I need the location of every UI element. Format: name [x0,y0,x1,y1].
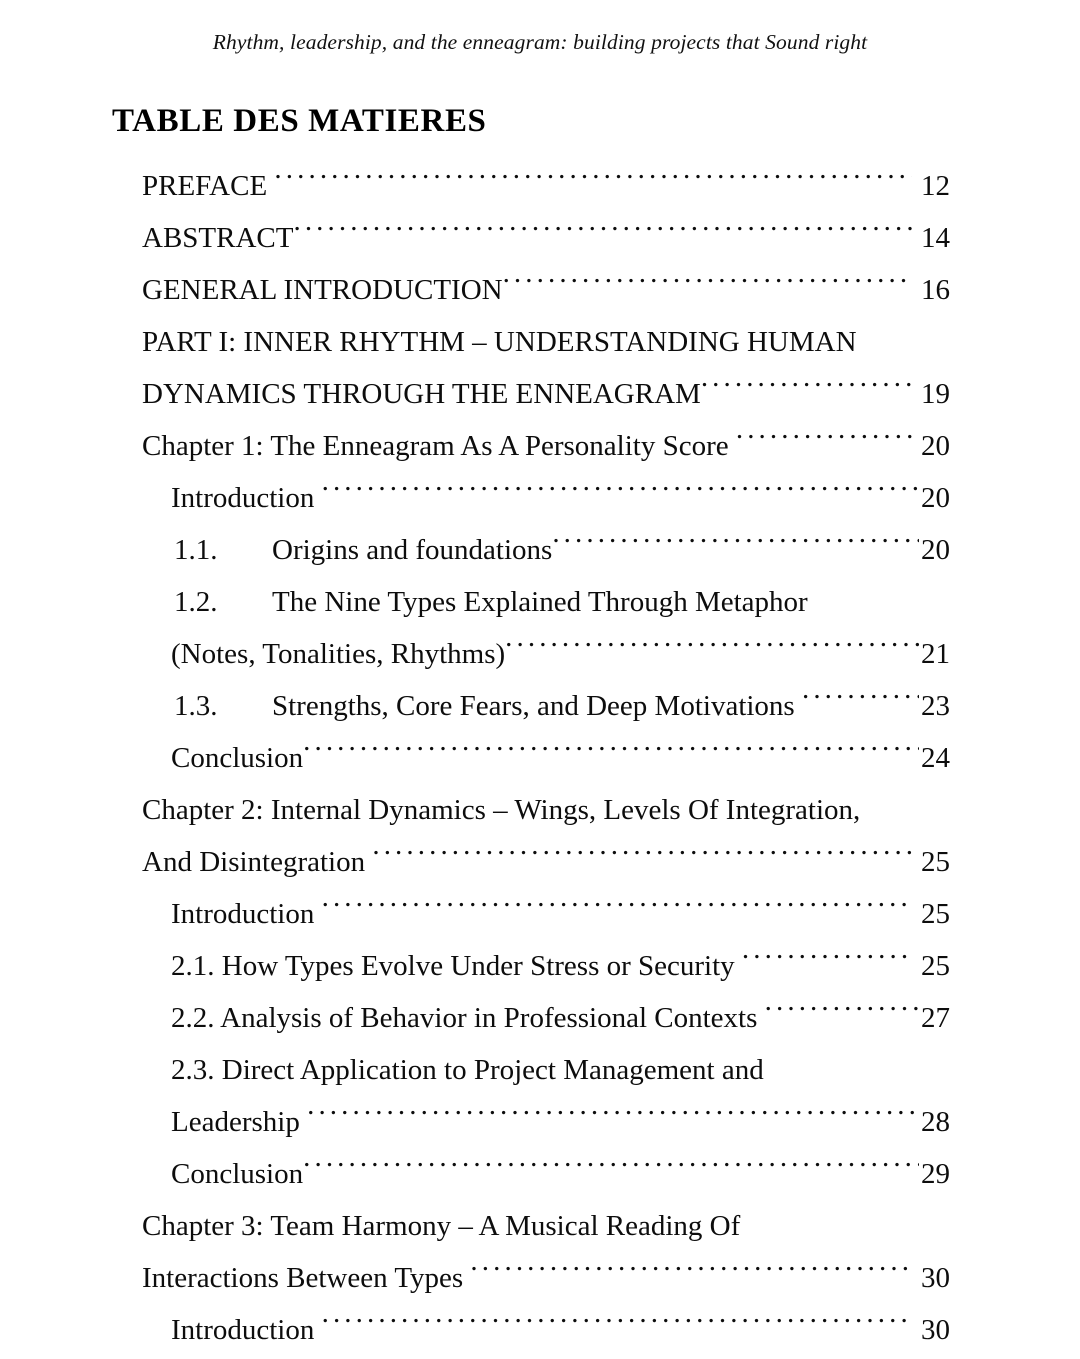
toc-entry[interactable] [0,524,1080,576]
toc-entry-label: PREFACE [142,170,275,202]
toc-entry[interactable] [0,1252,1080,1304]
toc-entry-number: 1.1. [174,534,218,566]
dot-leader [303,738,919,767]
page-title: TABLE DES MATIERES [112,103,487,139]
toc-entry-label: The Nine Types Explained Through Metaphor [272,586,808,618]
toc-entry[interactable] [0,212,1080,264]
toc-entry[interactable] [0,784,1080,836]
toc-entry[interactable] [0,1304,1080,1356]
toc-page-number: 20 [921,534,950,566]
toc-entry-label: 2.1. How Types Evolve Under Stress or Security [171,950,742,982]
toc-entry-label: Chapter 1: The Enneagram As A Personality Score [142,430,736,462]
toc-entry[interactable] [0,1044,1080,1096]
toc-entry-label: (Notes, Tonalities, Rhythms) [171,638,506,670]
toc-entry-label: GENERAL INTRODUCTION [142,274,503,306]
toc-entry[interactable] [0,680,1080,732]
toc-entry[interactable] [0,160,1080,212]
toc-entry-label: Origins and foundations [272,534,553,566]
dot-leader [322,1310,912,1339]
dot-leader [552,530,919,559]
toc-entry[interactable] [0,264,1080,316]
toc-entry[interactable] [0,628,1080,680]
toc-entry-label: Chapter 3: Team Harmony – A Musical Reading Of [142,1210,741,1242]
dot-leader [802,686,919,715]
toc-entry[interactable] [0,1200,1080,1252]
toc-page-number: 21 [921,638,950,670]
toc-page-number: 12 [913,170,950,202]
toc-entry-label: Conclusion [171,742,304,774]
dot-leader [322,478,919,507]
toc-entry-label: And Disintegration [142,846,373,878]
toc-entry[interactable] [0,576,1080,628]
running-head: Rhythm, leadership, and the enneagram: building projects that Sound right [212,30,868,54]
dot-leader [742,946,912,975]
toc-entry[interactable] [0,992,1080,1044]
toc-entry-number: 1.3. [174,690,218,722]
toc-page-number: 30 [913,1262,950,1294]
dot-leader [503,270,912,299]
toc-entry[interactable] [0,368,1080,420]
toc-entry-label: Conclusion [171,1158,304,1190]
toc-entry[interactable] [0,420,1080,472]
toc-entry[interactable] [0,836,1080,888]
toc-page-number: 23 [921,690,950,722]
toc-page-number: 28 [921,1106,950,1138]
dot-leader [322,894,912,923]
dot-leader [470,1258,911,1287]
toc-entry[interactable] [0,316,1080,368]
toc-entry-label: Interactions Between Types [142,1262,471,1294]
toc-entry-label: Introduction [171,1314,322,1346]
toc-page-number: 20 [913,430,950,462]
toc-entry-number: 1.2. [174,586,218,618]
toc-entry-label: Chapter 2: Internal Dynamics – Wings, Levels Of Integration, [142,794,861,826]
dot-leader [765,998,919,1027]
dot-leader [736,426,912,455]
dot-leader [274,166,911,195]
toc-page-number: 14 [913,222,950,254]
dot-leader [307,1102,919,1131]
toc-entry[interactable] [0,732,1080,784]
toc-entry-label: DYNAMICS THROUGH THE ENNEAGRAM [142,378,701,410]
toc-page-number: 29 [921,1158,950,1190]
dot-leader [303,1154,919,1183]
toc-entry-label: 2.3. Direct Application to Project Management and [171,1054,764,1086]
toc-entry[interactable] [0,1096,1080,1148]
toc-page-number: 25 [913,950,950,982]
dot-leader [372,842,911,871]
toc-entry-label: Leadership [171,1106,308,1138]
dot-leader [505,634,919,663]
toc-page-number: 16 [913,274,950,306]
toc-entry-label: Introduction [171,482,322,514]
toc-entry-label: 2.2. Analysis of Behavior in Professional Contexts [171,1002,765,1034]
dot-leader [293,218,911,247]
toc-entry-list [0,160,1080,1356]
toc-entry-label: Introduction [171,898,322,930]
toc-page-number: 25 [913,846,950,878]
toc-entry[interactable] [0,1148,1080,1200]
toc-entry-label: Strengths, Core Fears, and Deep Motivations [272,690,802,722]
toc-page-number: 25 [913,898,950,930]
toc-page-number: 20 [921,482,950,514]
toc-entry-label: PART I: INNER RHYTHM – UNDERSTANDING HUMAN [142,326,857,358]
toc-entry-label: ABSTRACT [142,222,294,254]
toc-entry[interactable] [0,472,1080,524]
toc-page-number: 19 [913,378,950,410]
dot-leader [701,374,912,403]
toc-page-number: 30 [913,1314,950,1346]
toc-entry[interactable] [0,940,1080,992]
toc-page-number: 24 [921,742,950,774]
toc-page-number: 27 [921,1002,950,1034]
toc-entry[interactable] [0,888,1080,940]
